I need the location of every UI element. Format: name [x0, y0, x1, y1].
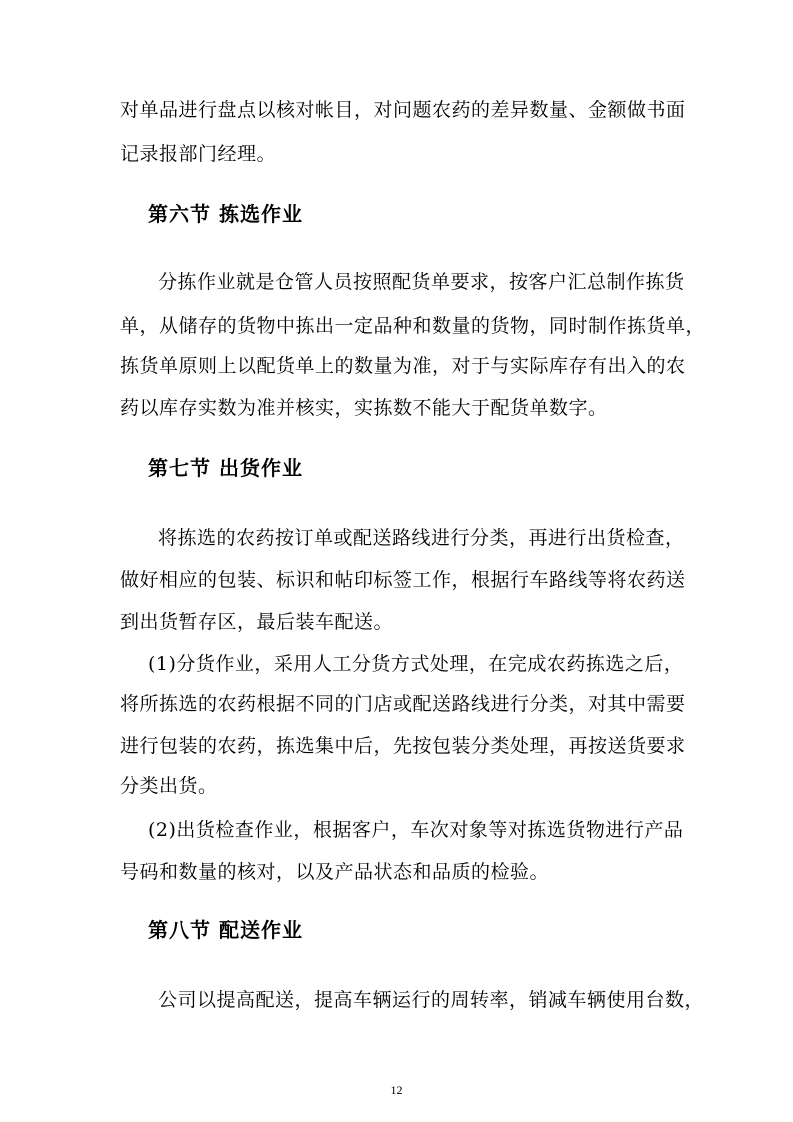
text-line: (2)出货检查作业，根据客户，车次对象等对拣选货物进行产品 — [148, 819, 684, 841]
text-line: 做好相应的包装、标识和帖印标签工作，根据行车路线等将农药送 — [120, 569, 686, 591]
section-heading-7 — [148, 456, 303, 480]
text-line: (1)分货作业，采用人工分货方式处理，在完成农药拣选之后， — [148, 653, 684, 675]
text-line: 公司以提高配送，提高车辆运行的周转率，销减车辆使用台数， — [158, 989, 705, 1011]
text-line: 单，从储存的货物中拣出一定品种和数量的货物，同时制作拣货单， — [120, 315, 706, 337]
section-title: 出货作业 — [219, 456, 303, 480]
text-line: 进行包装的农药，拣选集中后，先按包装分类处理，再按送货要求 — [120, 735, 686, 757]
text-line: 号码和数量的核对，以及产品状态和品质的检验。 — [120, 861, 550, 883]
section-number: 第七节 — [148, 456, 211, 480]
section-title: 配送作业 — [219, 918, 303, 942]
section-heading-8 — [148, 918, 303, 942]
section-title: 拣选作业 — [219, 202, 303, 226]
page-number: 12 — [390, 1083, 403, 1097]
section-number: 第八节 — [148, 918, 211, 942]
section-heading-6 — [148, 202, 303, 226]
text-line: 将拣选的农药按订单或配送路线进行分类，再进行出货检查， — [158, 527, 685, 549]
section-number: 第六节 — [148, 202, 211, 226]
text-line: 记录报部门经理。 — [120, 143, 277, 165]
text-line: 到出货暂存区，最后装车配送。 — [120, 611, 394, 633]
text-line: 拣货单原则上以配货单上的数量为准，对于与实际库存有出入的农 — [120, 355, 686, 377]
text-line: 对单品进行盘点以核对帐目，对问题农药的差异数量、金额做书面 — [120, 99, 686, 121]
text-line: 药以库存实数为准并核实，实拣数不能大于配货单数字。 — [120, 397, 608, 419]
text-line: 分类出货。 — [120, 775, 218, 797]
text-line: 将所拣选的农药根据不同的门店或配送路线进行分类，对其中需要 — [120, 693, 686, 715]
text-line: 分拣作业就是仓管人员按照配货单要求，按客户汇总制作拣货 — [158, 271, 685, 293]
